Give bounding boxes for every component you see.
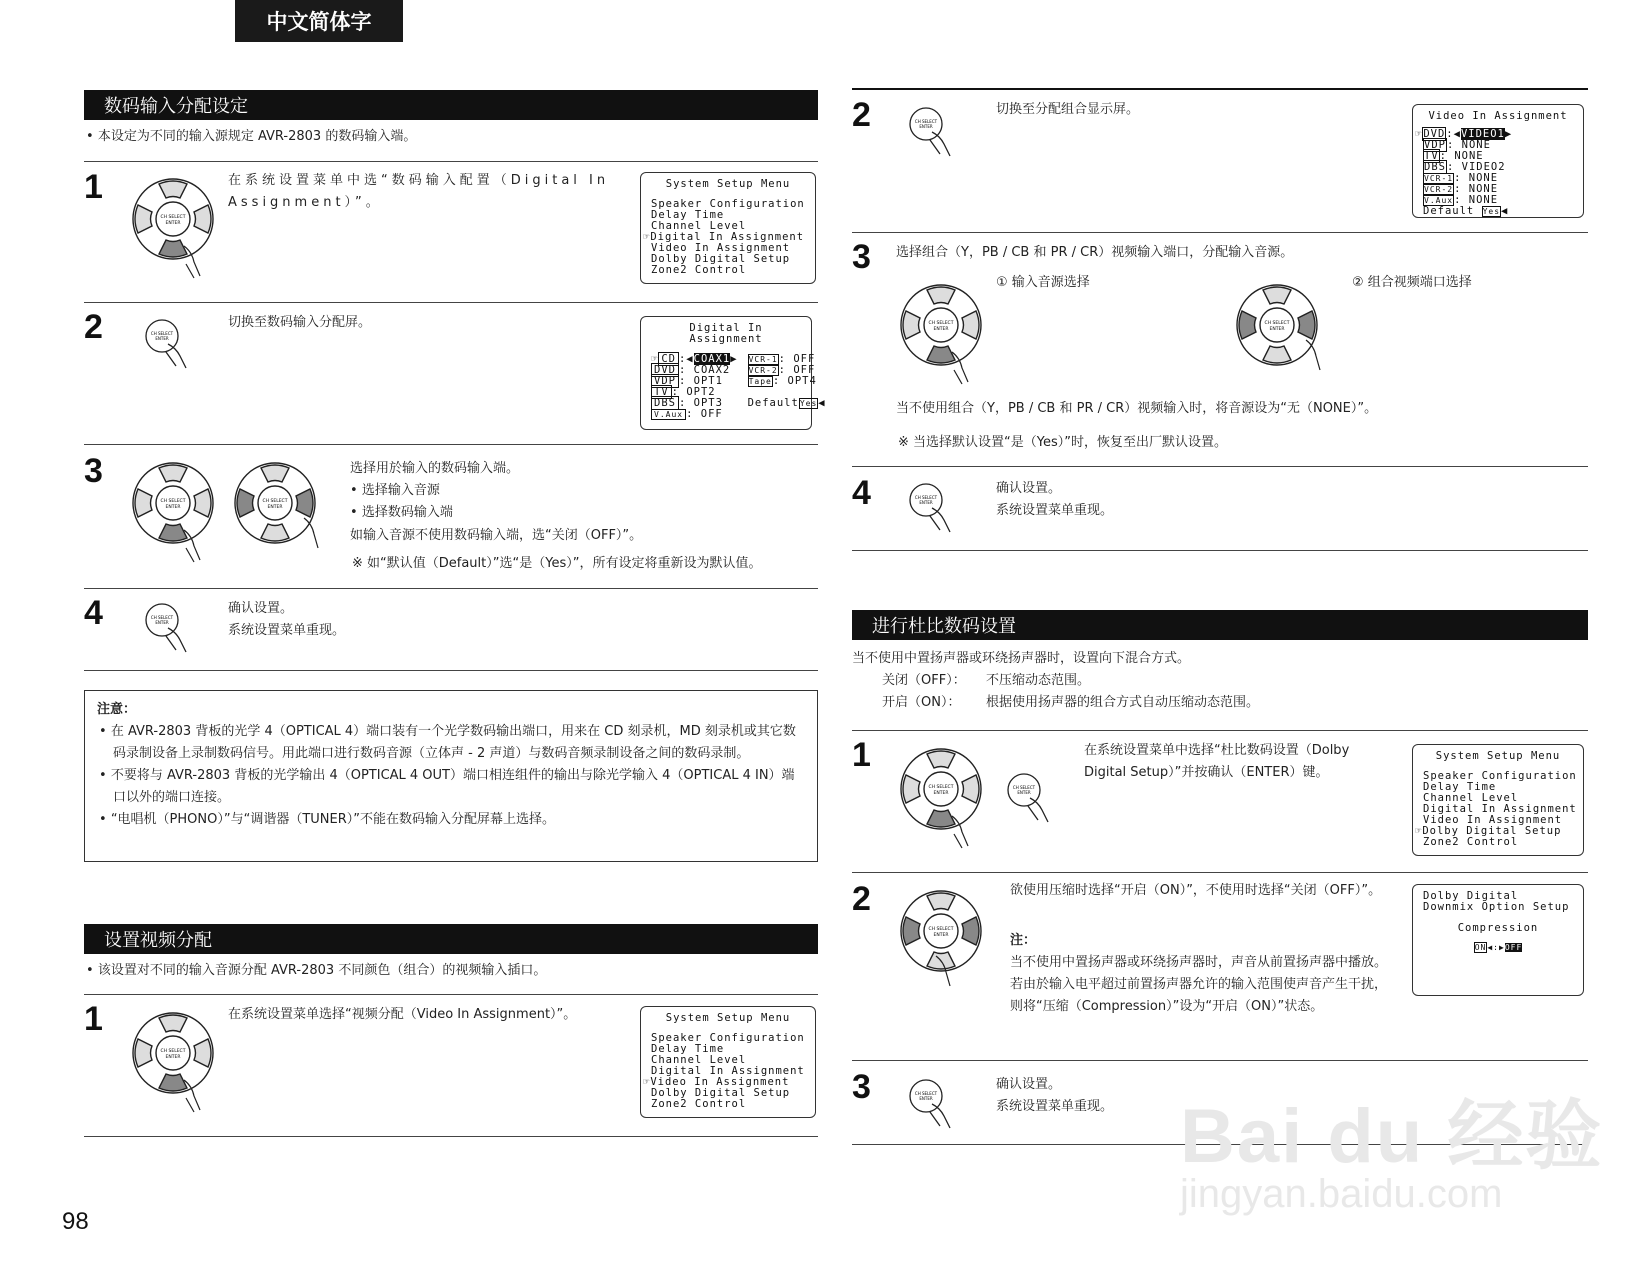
svg-text:ENTER: ENTER <box>165 505 181 510</box>
svg-text:ENTER: ENTER <box>155 336 169 341</box>
svg-text:CH SELECT: CH SELECT <box>160 1049 186 1054</box>
screen-video-assignment: Video In Assignment ☞DVD:◀VIDEO1▶ VDP: NONE TV: NONE DBS: VIDEO2 VCR-1: NONE VCR-2: NONE V.Aux: NONE Default Yes◀ <box>1412 104 1584 218</box>
step-text: 在系统设置菜单中选择“杜比数码设置（Dolby Digital Setup）”并按确认（ENTER）键。 <box>1084 743 1350 780</box>
svg-text:ENTER: ENTER <box>155 620 169 625</box>
step-note: ※ 如“默认值（Default）”选“是（Yes）”，所有设定将重新设为默认值。 <box>352 556 762 571</box>
enter-button-icon <box>906 104 966 160</box>
svg-text:ENTER: ENTER <box>919 124 933 129</box>
dpad-down-icon <box>896 744 996 854</box>
enter-button-icon <box>142 600 202 656</box>
step-text: 系统设置菜单重现。 <box>228 623 346 638</box>
screen-system-menu: System Setup Menu Speaker Configuration Delay Time Channel Level Digital In Assignment ☞Video In Assignment Dolby Digital Setup Zone2 Control <box>640 1006 816 1118</box>
screen-system-menu: System Setup Menu Speaker Configuration Delay Time Channel Level ☞Digital In Assignment Video In Assignment Dolby Digital Setup Zone2 Control <box>640 172 816 284</box>
step-text: 系统设置菜单重现。 <box>996 1099 1114 1114</box>
page-number: 98 <box>62 1208 89 1235</box>
svg-text:ENTER: ENTER <box>1017 790 1031 795</box>
step-number: 3 <box>852 1068 871 1106</box>
dolby-on-label: 开启（ON）： <box>882 695 961 710</box>
section-header-dolby: 进行杜比数码设置 <box>852 610 1588 640</box>
svg-text:ENTER: ENTER <box>919 1096 933 1101</box>
enter-button-icon <box>906 1076 966 1132</box>
screen-digital-assignment: Digital In Assignment ☞ CD :◀COAX1▶ DVD : COAX2 VDP : OPT1 TV : OPT2 DBS : OPT3 V.Aux : OFF VCR-1: OFF VCR-2: OFF Tape: OPT4 DefaultYes◀ <box>640 316 812 430</box>
dolby-off-desc: 不压缩动态范围。 <box>986 673 1091 688</box>
svg-text:CH SELECT: CH SELECT <box>928 927 954 932</box>
svg-text:CH SELECT: CH SELECT <box>160 215 186 220</box>
dpad-down-icon <box>896 280 996 390</box>
step-number: 1 <box>84 168 103 206</box>
step-text: 当不使用组合（Y，PB / CB 和 PR / CR）视频输入时，将音源设为“无（NONE）”。 <box>896 401 1378 416</box>
step-number: 3 <box>852 238 871 276</box>
step-number: 1 <box>84 1000 103 1038</box>
svg-text:CH SELECT: CH SELECT <box>914 1091 938 1096</box>
screen-system-menu: System Setup Menu Speaker Configuration Delay Time Channel Level Digital In Assignment Video In Assignment ☞Dolby Digital Setup Zone2 Control <box>1412 744 1584 856</box>
enter-button-icon <box>1004 770 1064 826</box>
watermark-logo: Bai du 经验 <box>1180 1094 1604 1179</box>
step-text: 确认设置。 <box>228 601 294 616</box>
svg-text:CH SELECT: CH SELECT <box>914 495 938 500</box>
step-number: 1 <box>852 736 871 774</box>
svg-text:CH SELECT: CH SELECT <box>150 331 174 336</box>
svg-text:ENTER: ENTER <box>919 500 933 505</box>
step-bullet: • 选择输入音源 <box>350 480 440 502</box>
step-note: ※ 当选择默认设置“是（Yes）”时，恢复至出厂默认设置。 <box>898 435 1227 450</box>
step-text: 欲使用压缩时选择“开启（ON）”，不使用时选择“关闭（OFF）”。 <box>1010 883 1382 898</box>
video-intro: • 该设置对不同的输入音源分配 AVR-2803 不同颜色（组合）的视频输入插口。 <box>86 960 546 982</box>
section-header-video: 设置视频分配 <box>84 924 818 954</box>
enter-button-icon <box>142 316 202 372</box>
svg-text:ENTER: ENTER <box>1269 327 1285 332</box>
step-text: 在系统设置菜单中选“数码输入配置（Digital In Assignment）”。 <box>228 173 610 210</box>
svg-text:ENTER: ENTER <box>165 221 181 226</box>
svg-text:ENTER: ENTER <box>267 505 283 510</box>
step-text: 系统设置菜单重现。 <box>996 503 1114 518</box>
step-text: 确认设置。 <box>996 1077 1062 1092</box>
svg-text:CH SELECT: CH SELECT <box>1264 321 1290 326</box>
step-number: 4 <box>84 594 103 632</box>
step-subtitle: ① 输入音源选择 <box>996 275 1090 290</box>
step-text: 切换至分配组合显示屏。 <box>996 102 1140 117</box>
step-number: 3 <box>84 452 103 490</box>
step-text: 确认设置。 <box>996 481 1062 496</box>
dolby-intro: 当不使用中置扬声器或环绕扬声器时，设置向下混合方式。 <box>852 651 1191 666</box>
step-subtitle: ② 组合视频端口选择 <box>1352 275 1472 290</box>
svg-text:CH SELECT: CH SELECT <box>1012 785 1036 790</box>
caution-box <box>84 690 818 862</box>
step-text: 切换至数码输入分配屏。 <box>228 315 372 330</box>
dolby-off-label: 关闭（OFF）： <box>882 673 966 688</box>
step-number: 2 <box>852 880 871 918</box>
caution-title: 注意： <box>97 702 137 717</box>
svg-text:CH SELECT: CH SELECT <box>150 615 174 620</box>
step-number: 2 <box>84 308 103 346</box>
caution-item: • “电唱机（PHONO）”与“调谐器（TUNER）”不能在数码输入分配屏幕上选择。 <box>97 809 805 831</box>
svg-text:CH SELECT: CH SELECT <box>928 785 954 790</box>
svg-text:CH SELECT: CH SELECT <box>928 321 954 326</box>
svg-text:ENTER: ENTER <box>933 933 949 938</box>
dpad-down-icon <box>128 174 228 284</box>
dpad-down-icon <box>128 458 228 568</box>
watermark-url: jingyan.baidu.com <box>1180 1172 1503 1216</box>
step-text: 在系统设置菜单选择“视频分配（Video In Assignment）”。 <box>228 1007 577 1022</box>
section-header-digital: 数码输入分配设定 <box>84 90 818 120</box>
step-text: 选择组合（Y，PB / CB 和 PR / CR）视频输入端口，分配输入音源。 <box>896 245 1294 260</box>
step-bullet: • 选择数码输入端 <box>350 502 453 524</box>
svg-text:ENTER: ENTER <box>165 1055 181 1060</box>
dpad-left-right-icon <box>896 886 996 996</box>
dpad-right-icon <box>1232 280 1332 390</box>
caution-item: • 不要将与 AVR-2803 背板的光学输出 4（OPTICAL 4 OUT）端口相连组件的输出与除光学输入 4（OPTICAL 4 IN）端口以外的端口连接。 <box>97 765 805 809</box>
step-note-title: 注： <box>1010 933 1037 948</box>
enter-button-icon <box>906 480 966 536</box>
screen-dolby-setup: Dolby Digital Downmix Option Setup Compression ON◀:▶OFF <box>1412 884 1584 996</box>
svg-text:CH SELECT: CH SELECT <box>262 499 288 504</box>
svg-text:ENTER: ENTER <box>933 791 949 796</box>
step-number: 4 <box>852 474 871 512</box>
svg-text:CH SELECT: CH SELECT <box>160 499 186 504</box>
step-number: 2 <box>852 96 871 134</box>
dpad-down-icon <box>128 1008 228 1118</box>
step-text: 如输入音源不使用数码输入端，选“关闭（OFF）”。 <box>350 528 643 543</box>
dpad-right-icon <box>230 458 330 568</box>
svg-text:ENTER: ENTER <box>933 327 949 332</box>
step-text: 选择用於输入的数码输入端。 <box>350 461 520 476</box>
dolby-on-desc: 根据使用扬声器的组合方式自动压缩动态范围。 <box>986 695 1260 710</box>
digital-intro: • 本设定为不同的输入源规定 AVR-2803 的数码输入端。 <box>86 126 416 148</box>
language-tab: 中文简体字 <box>235 0 403 42</box>
step-note: 当不使用中置扬声器或环绕扬声器时，声音从前置扬声器中播放。若由於输入电平超过前置扬声器允许的输入范围使声音产生干扰，则将“压缩（Compression）”设为“开启（ON）”状态。 <box>1010 955 1388 1014</box>
caution-item: • 在 AVR-2803 背板的光学 4（OPTICAL 4）端口装有一个光学数码输出端口，用来在 CD 刻录机，MD 刻录机或其它数码录制设备上录制数码信号。用此端口进行数码音源（立体声 - 2 声道）与数码音频录制设备之间的数码录制。 <box>97 721 805 765</box>
svg-text:CH SELECT: CH SELECT <box>914 119 938 124</box>
